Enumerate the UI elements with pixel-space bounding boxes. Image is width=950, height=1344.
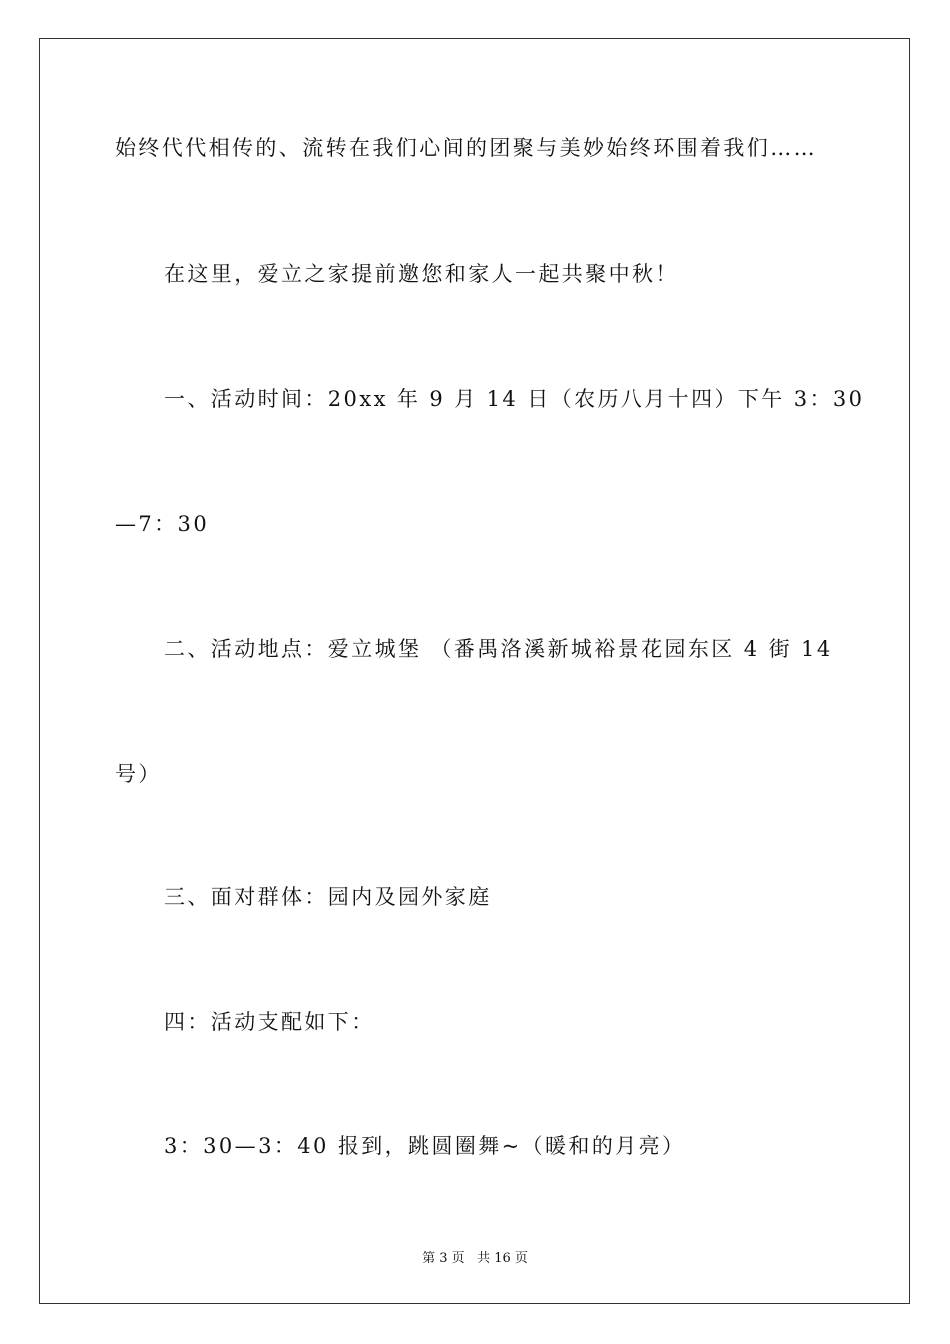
page-total: 共 16 页 [477, 1251, 528, 1266]
page-frame [39, 38, 910, 1304]
paragraph-schedule-item: 3：30—3：40 报到，跳圆圈舞~（暖和的月亮） [164, 1134, 686, 1158]
paragraph-invitation: 在这里，爱立之家提前邀您和家人一起共聚中秋！ [164, 262, 679, 286]
paragraph-line-continuation: 始终代代相传的、流转在我们心间的团聚与美妙始终环围着我们…… [115, 136, 817, 160]
paragraph-activity-time: 一、活动时间：20xx 年 9 月 14 日（农历八月十四）下午 3：30 [164, 387, 865, 411]
page-footer [0, 1247, 950, 1266]
paragraph-activity-location: 二、活动地点：爱立城堡 （番禺洛溪新城裕景花园东区 4 街 14 [164, 637, 833, 661]
page-number: 第 3 页 [422, 1251, 465, 1266]
paragraph-target-group: 三、面对群体：园内及园外家庭 [164, 885, 492, 909]
paragraph-activity-time-continued: —7：30 [115, 512, 210, 536]
paragraph-activity-location-continued: 号） [115, 762, 162, 786]
paragraph-schedule-heading: 四：活动支配如下： [164, 1010, 375, 1034]
